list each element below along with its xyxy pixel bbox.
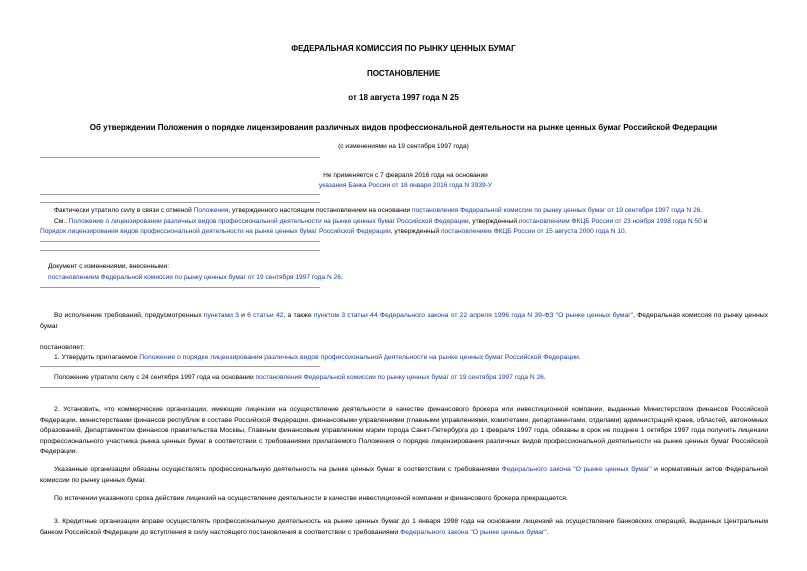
licensing-regulation-approved-link[interactable]: Положение о порядке лицензирования различных видов профессиональной деятельности на рынке ценных бумаг Российской Федерации — [139, 354, 579, 361]
item-2: 2. Установить, что коммерческие организации, имеющие лицензии на осуществление деятельности в качестве финансового брокера или инвестиционной компании, выданные Министерством финансов Российской Федерации, министерствами финансов республик в составе Российской Федерации, финансовыми управлениями (главными управлениями, комитетами, департаментами, отделами) администраций краев, областей, автономных образований, Департаментом финансов правительства Москвы, Главным финансовым управлением мэрии города Санкт-Петербурга до 1 февраля 1997 года, обязаны в срок не позднее 1 октября 1997 года получить лицензии профессионального участника рынка ценных бумаг в соответствии с требованиями прилагаемого Положения о порядке лицензирования различных видов профессиональной деятельности на рынке ценных бумаг Российской Федерации. — [40, 406, 768, 455]
resolution-10-link[interactable]: постановлением ФКЦБ России от 15 августа 2000 года N 10 — [440, 228, 625, 235]
amended-by-link[interactable]: постановлением Федеральной комиссии по рынку ценных бумаг от 19 сентября 1997 года N 26 — [48, 273, 341, 281]
see-also-line-2: Порядок лицензирования видов профессиональной деятельности на рынке ценных бумаг Российской Федерации, утвержденный постановлением ФКЦБ России от 15 августа 2000 года N 10. — [40, 228, 627, 235]
not-applied-link[interactable]: указания Банка России от 18 января 2016 года N 3939-У — [318, 182, 493, 189]
securities-law-link-3[interactable]: Федерального закона "О рынке ценных бумаг" — [400, 528, 547, 536]
licensing-procedure-link[interactable]: Порядок лицензирования видов профессиональной деятельности на рынке ценных бумаг Российской Федерации — [40, 228, 391, 235]
document-type: ПОСТАНОВЛЕНИЕ — [366, 69, 441, 78]
item-1-note-link[interactable]: постановления Федеральной комиссии по рынку ценных бумаг от 19 сентября 1997 года N 26 — [255, 374, 544, 381]
divider — [40, 250, 320, 251]
divider — [40, 366, 320, 367]
licensing-regulation-link[interactable]: Положение о лицензировании различных видов профессиональной деятельности на рынке ценных бумаг Российской Федерации — [68, 217, 469, 225]
not-applied-text: Не применяется с 7 февраля 2016 года на основании — [323, 172, 488, 179]
amended-by-note: Документ с изменениями, внесенными: постановлением Федеральной комиссии по рынку ценных бумаг от 19 сентября 1997 года N 26. — [48, 263, 343, 281]
resolution-26-link[interactable]: постановления Федеральной комиссии по рынку ценных бумаг от 19 сентября 1997 года N 26 — [412, 207, 701, 214]
item-3: 3. Кредитные организации вправе осуществлять профессиональную деятельность на рынке ценных бумаг до 1 января 1998 года на основании лицензий на осуществление банковских операций, выданных Центральным банком Российской Федерации до вступления в силу настоящего постановления в соответствии с требованиями Федерального закона "О рынке ценных бумаг". — [40, 518, 768, 536]
document-date-number: от 18 августа 1997 года N 25 — [348, 93, 459, 102]
divider — [40, 241, 320, 242]
item-1: 1. Утвердить прилагаемое Положение о порядке лицензирования различных видов профессиональной деятельности на рынке ценных бумаг Российской Федерации. — [54, 354, 581, 361]
document-title: Об утверждении Положения о порядке лицензирования различных видов профессиональной деятельности на рынке ценных бумаг Российской Федерации — [89, 123, 718, 132]
securities-law-link[interactable]: пунктом 3 статьи 44 Федерального закона от 22 апреля 1996 года N 39-ФЗ "О рынке ценных бумаг" — [313, 312, 634, 319]
issuing-authority: ФЕДЕРАЛЬНАЯ КОМИССИЯ ПО РЫНКУ ЦЕННЫХ БУМАГ — [291, 44, 516, 53]
lost-force-line-1: Фактически утратило силу в связи с отменой Положения, утвержденного настоящим постановлением на основании постановления Федеральной комиссии по рынку ценных бумаг от 19 сентября 1997 года N 26. — [54, 207, 703, 214]
changes-note: (с изменениями на 19 сентября 1997 года) — [338, 143, 469, 150]
preamble: Во исполнение требований, предусмотренных пунктами 3 и 6 статьи 42, а также пунктом 3 статьи 44 Федерального закона от 22 апреля 1996 года N 39-ФЗ "О рынке ценных бумаг", Федеральная комиссия по рынку ценных бумаг — [40, 312, 769, 330]
lost-force-notice — [40, 206, 770, 238]
item-2-paragraph-3: По истечении указанного срока действие лицензий на осуществление деятельности в качестве инвестиционной компании и финансового брокера прекращается. — [54, 495, 568, 502]
not-applied-notice — [313, 171, 498, 191]
resolves-label: постановляет: — [40, 344, 85, 351]
divider — [40, 287, 320, 288]
regulation-link[interactable]: Положения — [193, 207, 229, 214]
divider — [40, 157, 320, 158]
resolution-50-link[interactable]: постановлением ФКЦБ России от 23 ноября 1998 года N 50 — [518, 217, 702, 225]
divider — [40, 202, 320, 203]
divider — [40, 387, 320, 388]
securities-law-link-2[interactable]: Федерального закона "О рынке ценных бумаг" — [501, 466, 652, 473]
see-also-line-1: См.: Положение о лицензировании различных видов профессиональной деятельности на рынке ценных бумаг Российской Федерации, утвержденный постановлением ФКЦБ России от 23 ноября 1998 года N 50 и — [54, 217, 708, 225]
item-2-paragraph-2: Указанные организации обязаны осуществлять профессиональную деятельность на рынке ценных бумаг в соответствии с требованиями Федерального закона "О рынке ценных бумаг" и нормативных актов Федеральной комиссии по рынку ценных бумаг. — [40, 466, 768, 484]
amended-by-text: Документ с изменениями, внесенными: — [48, 263, 170, 270]
article-42-point-6-link[interactable]: 6 статьи 42 — [247, 312, 284, 319]
article-42-point-3-link[interactable]: пунктами 3 — [203, 312, 239, 319]
divider — [40, 194, 320, 195]
item-1-note: Положение утратило силу с 24 сентября 1997 года на основании постановления Федеральной комиссии по рынку ценных бумаг от 19 сентября 1997 года N 26. — [54, 374, 546, 381]
